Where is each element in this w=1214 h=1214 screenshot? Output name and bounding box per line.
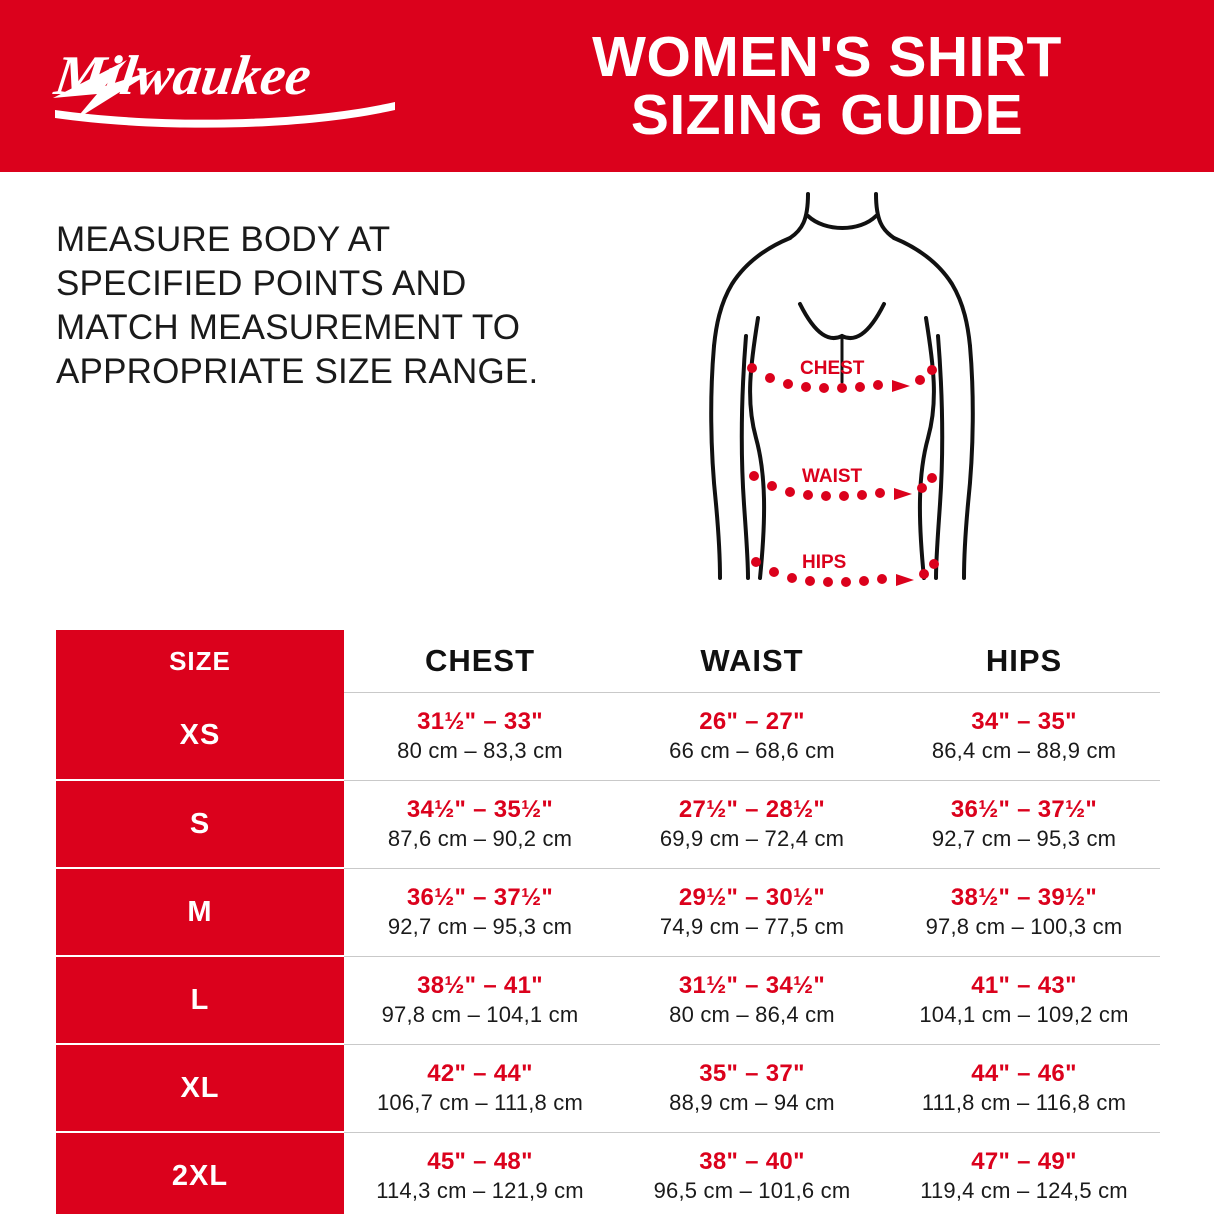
waist-inches: 31½" – 34½": [678, 972, 826, 999]
cell-waist: [616, 1044, 888, 1132]
cell-hips: [888, 692, 1160, 780]
hips-cm: 119,4 cm – 124,5 cm: [920, 1178, 1128, 1203]
table-row: [56, 956, 1160, 1044]
header-hips: HIPS: [888, 630, 1160, 692]
header-chest: CHEST: [344, 630, 616, 692]
cell-waist: [616, 692, 888, 780]
chest-inches: 34½" – 35½": [406, 796, 554, 823]
cell-waist: [616, 956, 888, 1044]
header-banner: [0, 0, 1214, 172]
waist-cm: 66 cm – 68,6 cm: [669, 738, 835, 763]
waist-label: WAIST: [802, 466, 863, 487]
waist-inches: 38" – 40": [699, 1148, 805, 1175]
waist-inches: 29½" – 30½": [678, 884, 826, 911]
cell-waist: [616, 868, 888, 956]
cell-size: 2XL: [56, 1132, 344, 1214]
chest-inches: 45" – 48": [427, 1148, 533, 1175]
waist-cm: 80 cm – 86,4 cm: [669, 1002, 835, 1027]
chest-label: CHEST: [800, 358, 865, 379]
header-waist: WAIST: [616, 630, 888, 692]
hips-inches: 41" – 43": [971, 972, 1077, 999]
page-title: [480, 25, 1214, 147]
size-chart-table: [56, 630, 1160, 1214]
hips-cm: 92,7 cm – 95,3 cm: [931, 826, 1117, 851]
header-size: SIZE: [56, 630, 344, 692]
cell-hips: [888, 1132, 1160, 1214]
body-measurement-figure: [680, 186, 1010, 616]
cell-chest: [344, 1132, 616, 1214]
cell-chest: [344, 956, 616, 1044]
chest-inches: 31½" – 33": [417, 708, 543, 735]
hips-inches: 34" – 35": [971, 708, 1077, 735]
hips-cm: 104,1 cm – 109,2 cm: [919, 1002, 1129, 1027]
cell-hips: [888, 780, 1160, 868]
female-torso-diagram-icon: [680, 186, 1010, 616]
table-row: [56, 1132, 1160, 1214]
waist-cm: 69,9 cm – 72,4 cm: [659, 826, 845, 851]
table-row: [56, 1044, 1160, 1132]
table-header-row: [56, 630, 1160, 692]
chest-inches: 42" – 44": [427, 1060, 533, 1087]
cell-chest: [344, 868, 616, 956]
chest-cm: 87,6 cm – 90,2 cm: [387, 826, 573, 851]
cell-hips: [888, 1044, 1160, 1132]
hips-cm: 111,8 cm – 116,8 cm: [921, 1090, 1127, 1115]
cell-chest: [344, 692, 616, 780]
chest-cm: 80 cm – 83,3 cm: [397, 738, 563, 763]
cell-hips: [888, 868, 1160, 956]
hips-inches: 36½" – 37½": [950, 796, 1098, 823]
cell-size: S: [56, 780, 344, 868]
chest-cm: 106,7 cm – 111,8 cm: [377, 1090, 583, 1115]
svg-text:Milwaukee: Milwaukee: [51, 45, 315, 107]
chest-cm: 97,8 cm – 104,1 cm: [381, 1002, 579, 1027]
waist-inches: 35" – 37": [699, 1060, 805, 1087]
chest-inches: 36½" – 37½": [406, 884, 554, 911]
cell-chest: [344, 780, 616, 868]
hips-label: HIPS: [802, 552, 847, 573]
hips-inches: 38½" – 39½": [950, 884, 1098, 911]
hips-inches: 47" – 49": [971, 1148, 1077, 1175]
waist-cm: 96,5 cm – 101,6 cm: [653, 1178, 851, 1203]
hips-cm: 97,8 cm – 100,3 cm: [925, 914, 1123, 939]
instructions-text: MEASURE BODY AT SPECIFIED POINTS AND MATCH MEASUREMENT TO APPROPRIATE SIZE RANGE.: [56, 220, 539, 391]
cell-waist: [616, 780, 888, 868]
cell-hips: [888, 956, 1160, 1044]
waist-inches: 26" – 27": [699, 708, 805, 735]
hips-cm: 86,4 cm – 88,9 cm: [931, 738, 1117, 763]
table-row: [56, 692, 1160, 780]
cell-chest: [344, 1044, 616, 1132]
cell-waist: [616, 1132, 888, 1214]
milwaukee-logo: [0, 36, 480, 136]
title-line-1: WOMEN'S SHIRT: [592, 25, 1062, 89]
chest-inches: 38½" – 41": [417, 972, 543, 999]
table-row: [56, 780, 1160, 868]
title-line-2: SIZING GUIDE: [630, 83, 1024, 147]
waist-inches: 27½" – 28½": [678, 796, 826, 823]
cell-size: L: [56, 956, 344, 1044]
waist-cm: 74,9 cm – 77,5 cm: [659, 914, 845, 939]
cell-size: XS: [56, 692, 344, 780]
chest-cm: 114,3 cm – 121,9 cm: [376, 1178, 584, 1203]
cell-size: XL: [56, 1044, 344, 1132]
table-row: [56, 868, 1160, 956]
cell-size: M: [56, 868, 344, 956]
brand-logo-icon: [35, 36, 455, 136]
chest-cm: 92,7 cm – 95,3 cm: [387, 914, 573, 939]
hips-inches: 44" – 46": [971, 1060, 1077, 1087]
waist-cm: 88,9 cm – 94 cm: [669, 1090, 835, 1115]
